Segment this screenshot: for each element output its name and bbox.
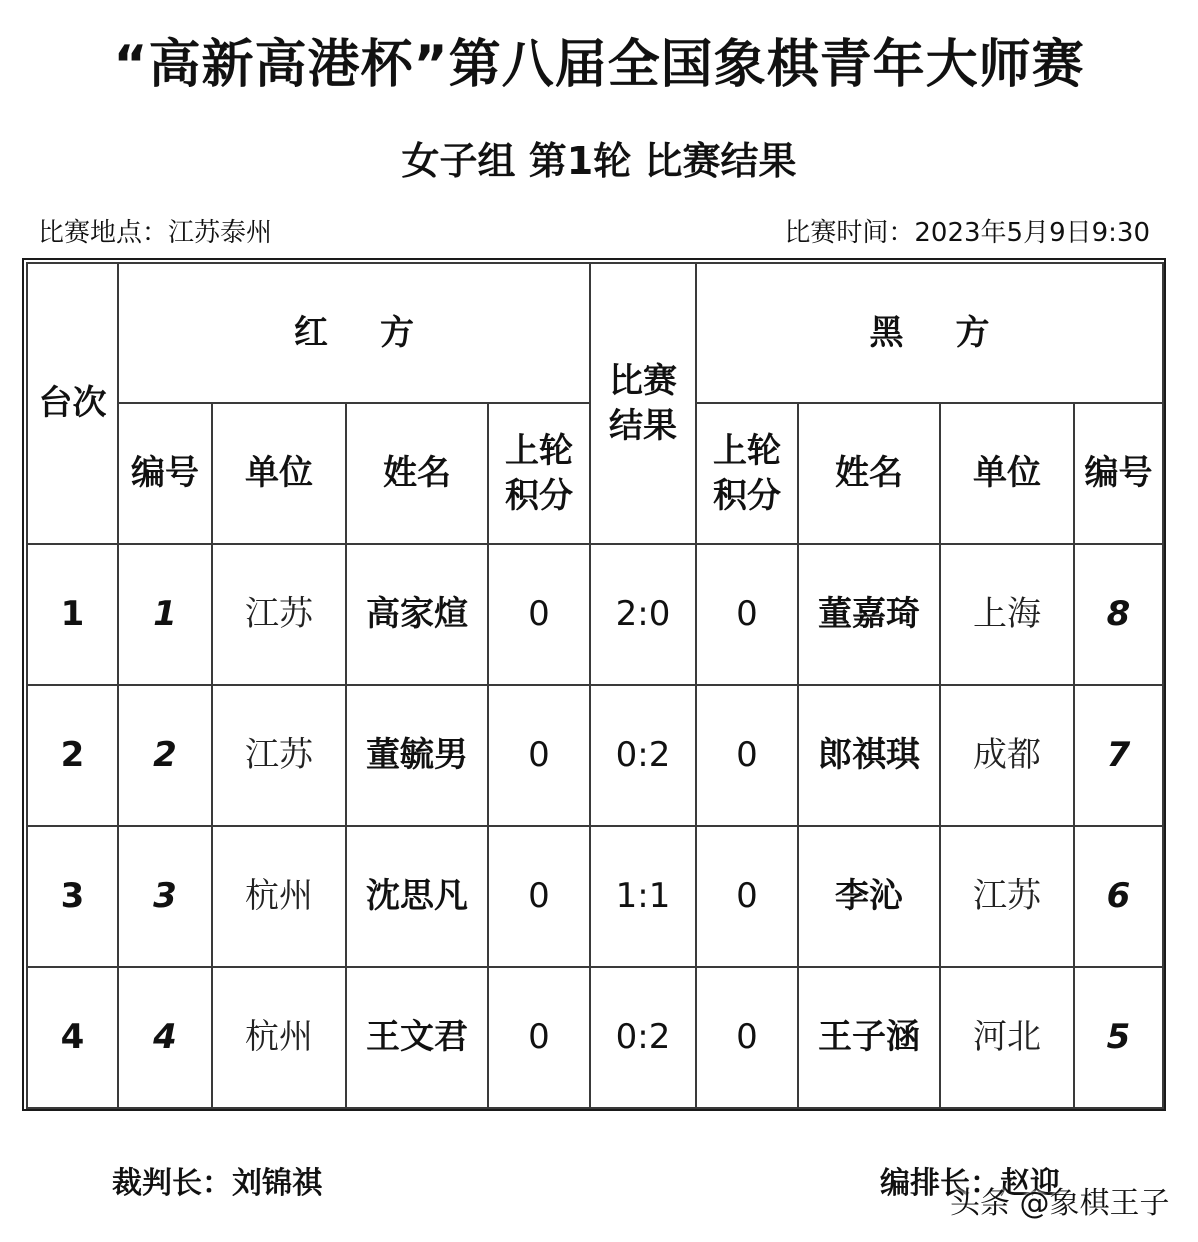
black-unit: 江苏 xyxy=(940,826,1074,967)
chief-referee: 裁判长：刘锦祺 xyxy=(112,1166,322,1201)
black-prev-score: 0 xyxy=(696,685,798,826)
black-side-header: 黑方 xyxy=(696,263,1163,403)
red-unit: 杭州 xyxy=(212,967,346,1108)
black-id: 7 xyxy=(1074,685,1163,826)
red-id: 2 xyxy=(118,685,212,826)
black-id-header: 编号 xyxy=(1074,403,1163,544)
table-row xyxy=(27,826,1163,967)
black-unit: 成都 xyxy=(940,685,1074,826)
match-result: 0:2 xyxy=(590,685,696,826)
page-title: “高新高港杯”第八届全国象棋青年大师赛 xyxy=(113,35,1085,95)
red-name: 高家煊 xyxy=(346,544,488,685)
board-number: 3 xyxy=(27,826,118,967)
header-row-top xyxy=(27,263,1163,403)
table-row xyxy=(27,967,1163,1108)
black-name: 董嘉琦 xyxy=(798,544,940,685)
red-id: 3 xyxy=(118,826,212,967)
red-id: 1 xyxy=(118,544,212,685)
black-name: 王子涵 xyxy=(798,967,940,1108)
red-prev-score-header: 上轮 积分 xyxy=(488,403,590,544)
black-name: 郎祺琪 xyxy=(798,685,940,826)
red-prev-score: 0 xyxy=(488,544,590,685)
black-prev-score: 0 xyxy=(696,544,798,685)
red-unit: 江苏 xyxy=(212,544,346,685)
board-header: 台次 xyxy=(27,263,118,544)
black-unit-header: 单位 xyxy=(940,403,1074,544)
red-unit-header: 单位 xyxy=(212,403,346,544)
red-prev-score: 0 xyxy=(488,685,590,826)
red-unit: 江苏 xyxy=(212,685,346,826)
match-result: 2:0 xyxy=(590,544,696,685)
table-row xyxy=(27,685,1163,826)
black-prev-score-header: 上轮 积分 xyxy=(696,403,798,544)
red-id-header: 编号 xyxy=(118,403,212,544)
black-id: 8 xyxy=(1074,544,1163,685)
red-name: 董毓男 xyxy=(346,685,488,826)
venue-label: 比赛地点：江苏泰州 xyxy=(38,218,273,248)
black-name-header: 姓名 xyxy=(798,403,940,544)
black-id: 5 xyxy=(1074,967,1163,1108)
black-unit: 上海 xyxy=(940,544,1074,685)
red-id: 4 xyxy=(118,967,212,1108)
scheduler: 编排长：赵迎 xyxy=(880,1166,1060,1201)
match-result: 1:1 xyxy=(590,826,696,967)
time-label: 比赛时间：2023年5月9日9:30 xyxy=(784,218,1150,248)
watermark: 头条 @象棋王子 xyxy=(950,1186,1170,1221)
result-header: 比赛 结果 xyxy=(590,263,696,544)
black-name: 李沁 xyxy=(798,826,940,967)
red-prev-score: 0 xyxy=(488,967,590,1108)
red-name: 沈思凡 xyxy=(346,826,488,967)
page-subtitle: 女子组 第1轮 比赛结果 xyxy=(401,139,797,183)
red-side-header: 红方 xyxy=(118,263,590,403)
black-prev-score: 0 xyxy=(696,967,798,1108)
black-id: 6 xyxy=(1074,826,1163,967)
red-unit: 杭州 xyxy=(212,826,346,967)
results-table xyxy=(26,262,1164,1109)
red-name-header: 姓名 xyxy=(346,403,488,544)
match-result: 0:2 xyxy=(590,967,696,1108)
red-prev-score: 0 xyxy=(488,826,590,967)
board-number: 4 xyxy=(27,967,118,1108)
red-name: 王文君 xyxy=(346,967,488,1108)
black-unit: 河北 xyxy=(940,967,1074,1108)
board-number: 2 xyxy=(27,685,118,826)
black-prev-score: 0 xyxy=(696,826,798,967)
table-row xyxy=(27,544,1163,685)
board-number: 1 xyxy=(27,544,118,685)
